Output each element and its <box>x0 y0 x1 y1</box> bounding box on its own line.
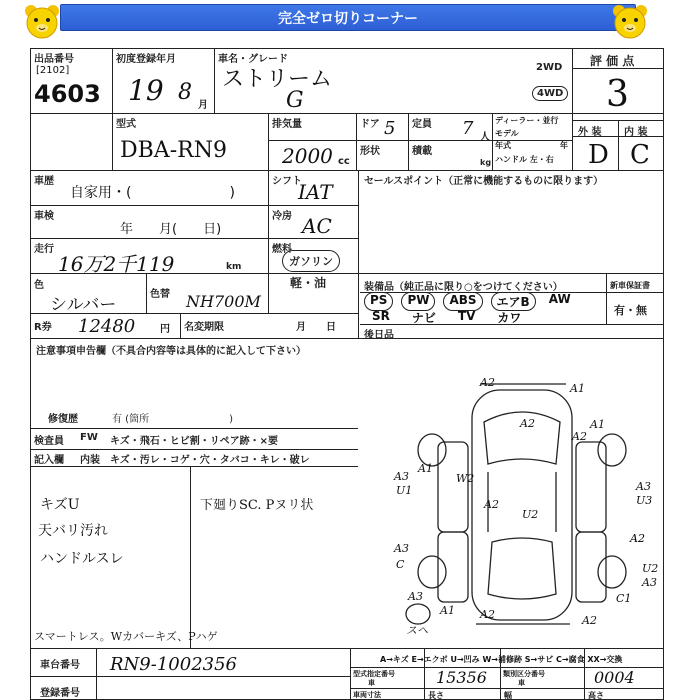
lot-number: 4603 <box>34 80 101 108</box>
mark-sube: スヘ <box>406 624 428 637</box>
name-change-label: 名変期限 <box>184 322 224 333</box>
shape-label: 形状 <box>360 146 380 157</box>
equipment-pw: PW <box>401 292 435 311</box>
recycle-unit: 円 <box>160 324 170 335</box>
mark-a3-right: A3 <box>636 480 651 493</box>
mileage-label: 走行 <box>34 244 54 255</box>
mark-a3-rear-left: A3 <box>408 590 423 603</box>
inspection-value: 年 月( 日) <box>120 222 222 237</box>
equipment-airbag: エアB <box>491 292 536 311</box>
score-value: 3 <box>606 74 629 115</box>
notes-label: 注意事項申告欄（不具合内容等は具体的に記入して下さい） <box>36 346 306 357</box>
inspector-fw: FW <box>80 432 98 443</box>
mark-note-front: A2 <box>572 430 587 443</box>
chassis-value: RN9-1002356 <box>110 654 238 675</box>
usage-value: 自家用・( ) <box>70 185 235 201</box>
equipment-leather: カワ <box>497 311 522 325</box>
mark-a1-rear: A1 <box>440 604 455 617</box>
score-label: 評 価 点 <box>590 54 635 68</box>
dims-height: 高さ <box>588 691 604 700</box>
note-right: 下廻りSC. Pヌリ状 <box>200 498 314 513</box>
fuel-gasoline: ガソリン <box>282 250 340 272</box>
displacement-value: 2000 <box>282 144 333 168</box>
recycle-value: 12480 <box>78 316 136 337</box>
recycle-label: R券 <box>34 322 52 333</box>
equipment-tv: TV <box>457 309 476 323</box>
mark-a2-center: A2 <box>484 498 499 511</box>
form-no-sub: 車 <box>368 679 375 687</box>
lot-label: 出品番号 <box>34 54 74 65</box>
capacity-unit: 人 <box>480 132 490 143</box>
warranty-value: 有・無 <box>614 304 647 317</box>
mark-a3-left: A3 <box>394 470 409 483</box>
mark-a1-top: A1 <box>570 382 585 395</box>
displacement-label: 排気量 <box>272 119 302 130</box>
first-reg-year: 19 <box>128 74 164 107</box>
model-label: 車名・グレード <box>218 54 288 65</box>
mark-w2: W2 <box>456 472 475 485</box>
equipment-ps: PS <box>364 292 393 311</box>
capacity-value: 7 <box>462 118 474 139</box>
aircon-value: AC <box>302 214 332 238</box>
mark-a2-side: A2 <box>630 532 645 545</box>
equipment-abs: ABS <box>443 292 482 311</box>
reg-number-label: 登録番号 <box>40 688 80 699</box>
mark-a3-low-left: A3 <box>394 542 409 555</box>
banner-title: 完全ゼロ切りコーナー <box>60 4 636 31</box>
mark-a2-rear-right: A2 <box>582 614 597 627</box>
exterior-score: D <box>588 140 609 170</box>
interior-score: C <box>630 140 650 170</box>
mark-a2-rear-left: A2 <box>480 608 495 621</box>
damage-legend: A→キズ E→エクボ U→凹み W→補修跡 S→サビ C→腐食 XX→交換 <box>380 655 623 664</box>
fuel-other: 軽・油 <box>290 276 327 290</box>
equipment-aw: AW <box>548 292 571 306</box>
note-3: ハンドルスレ <box>40 551 124 567</box>
fuel-label: 燃料 <box>272 244 292 255</box>
form-no-value: 15356 <box>436 668 487 687</box>
mileage-unit: km <box>226 262 242 272</box>
color-label: 色 <box>34 280 44 291</box>
drive-2wd: 2WD <box>536 62 563 73</box>
mark-c1: C1 <box>616 592 632 605</box>
shift-value: IAT <box>298 180 333 204</box>
mark-u1-left: U1 <box>396 484 413 497</box>
first-reg-month: 8 <box>178 80 192 105</box>
mileage-value: 16万2千119 <box>58 252 175 276</box>
car-damage-diagram <box>380 372 670 642</box>
note-2: 天バリ汚れ <box>38 523 108 539</box>
doors-label: ドア <box>360 119 380 130</box>
entry-row2: キズ・汚レ・コゲ・穴・タバコ・キレ・破レ <box>110 455 310 466</box>
note-4: スマートレス。Wカバーキズ、Pハゲ <box>34 630 218 643</box>
entry-label: 記入欄 <box>34 455 64 466</box>
mark-a2-hood: A2 <box>520 417 535 430</box>
displacement-unit: cc <box>338 156 350 167</box>
exterior-label: 外 装 <box>578 127 602 138</box>
dims-length: 長さ <box>428 691 444 700</box>
sales-point-label: セールスポイント（正常に機能するものに限ります） <box>364 176 604 187</box>
equipment-navi: ナビ <box>411 311 436 325</box>
bear-logo-left <box>22 2 62 46</box>
dealer-line4: 年 <box>560 141 568 150</box>
type-value: DBA-RN9 <box>120 138 227 163</box>
bear-logo-right <box>610 2 650 46</box>
load-label: 積載 <box>412 146 432 157</box>
equipment-row2 <box>372 309 521 326</box>
type-label: 型式 <box>116 119 136 130</box>
dealer-line1: ディーラー・並行 <box>495 116 559 125</box>
mark-u2-right: U2 <box>642 562 659 575</box>
aircon-label: 冷房 <box>272 211 292 222</box>
mark-a1-front-left: A1 <box>418 462 433 475</box>
load-unit: kg <box>480 158 492 167</box>
color-code-value: NH700M <box>186 292 261 311</box>
mark-a1-front-right: A1 <box>590 418 605 431</box>
repair-value: 有 (箇所 ) <box>112 414 233 425</box>
inspector-row1: キズ・飛石・ヒビ割・リペア跡・×要 <box>110 436 278 447</box>
class-no-value: 0004 <box>594 668 635 687</box>
first-reg-unit: 月 <box>198 100 208 111</box>
dims-label: 車両寸法 <box>353 691 381 699</box>
note-1: キズU <box>40 497 80 513</box>
model-grade: G <box>286 88 304 113</box>
form-no-label: 型式指定番号 <box>353 670 395 678</box>
class-no-label: 類別区分番号 <box>503 670 545 678</box>
inspector-label: 検査員 <box>34 436 64 447</box>
lot-sub: [2102] <box>36 65 70 76</box>
model-name: ストリーム <box>222 67 333 92</box>
dealer-handle: ハンドル 左・右 <box>495 155 554 164</box>
mark-c-left: C <box>396 558 405 571</box>
mark-a3-low-right: A3 <box>642 576 657 589</box>
interior-label: 内 装 <box>624 127 648 138</box>
repair-label: 修復歴 <box>48 414 78 425</box>
first-reg-label: 初度登録年月 <box>116 54 176 65</box>
color-value: シルバー <box>50 295 117 315</box>
name-change-value: 月 日 <box>296 322 336 333</box>
chassis-label: 車台番号 <box>40 660 80 671</box>
class-no-sub: 車 <box>518 679 525 687</box>
equipment-sr: SR <box>372 309 390 323</box>
drive-4wd: 4WD <box>532 86 568 101</box>
rear-items-label: 後日品 <box>364 330 394 341</box>
shift-label: シフト <box>272 176 302 187</box>
inspection-label: 車検 <box>34 211 54 222</box>
entry-interior: 内装 <box>80 455 100 466</box>
color-code-label: 色替 <box>150 289 170 300</box>
mark-a2-top: A2 <box>480 376 495 389</box>
dims-width: 幅 <box>504 691 512 700</box>
usage-label: 車歴 <box>34 176 54 187</box>
dealer-line3: 年式 <box>495 141 511 150</box>
doors-value: 5 <box>384 118 396 139</box>
equipment-label: 装備品（純正品に限り○をつけてください） <box>364 282 563 293</box>
mark-u3-right: U3 <box>636 494 653 507</box>
warranty-label: 新車保証書 <box>610 281 650 290</box>
mark-u2-center: U2 <box>522 508 539 521</box>
dealer-line2: モデル <box>495 129 519 138</box>
capacity-label: 定員 <box>412 119 432 130</box>
